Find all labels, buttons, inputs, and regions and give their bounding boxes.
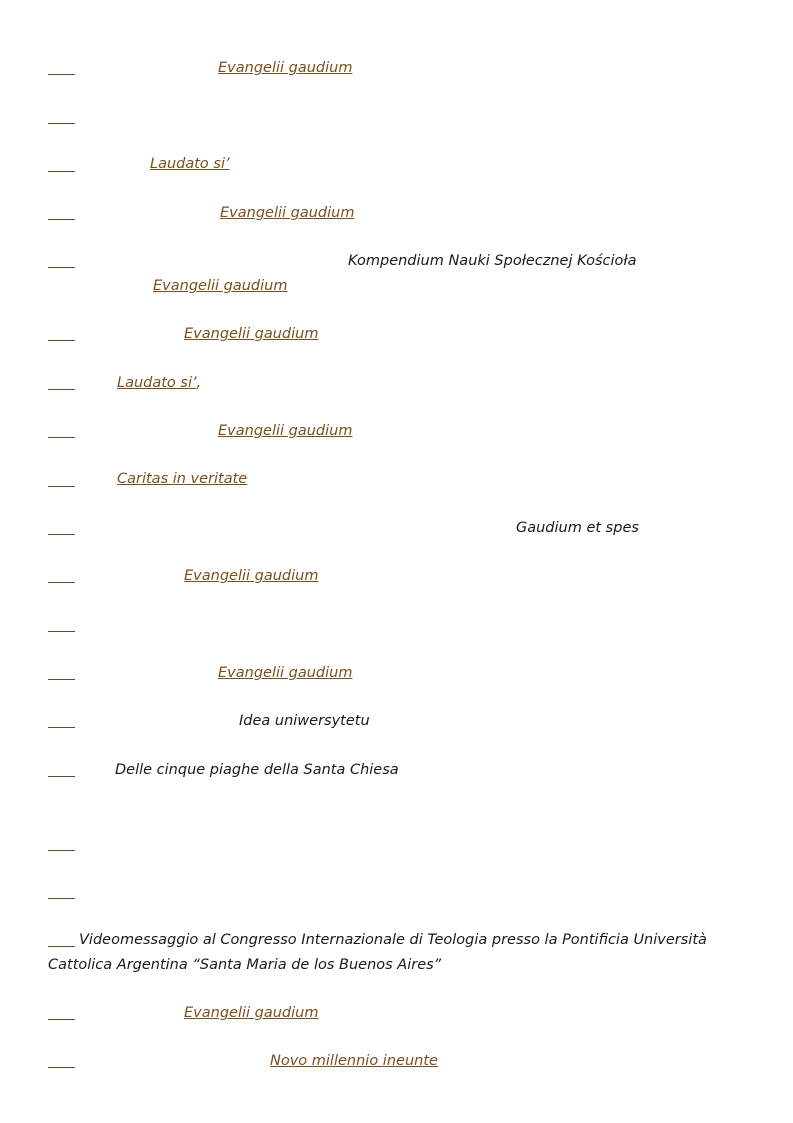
footnote-comma: , — [196, 375, 202, 391]
footnote-link[interactable]: Evangelii gaudium — [218, 60, 353, 76]
footnote-marker — [48, 1067, 75, 1068]
footnote-marker — [48, 74, 75, 75]
footnote-link[interactable]: Novo millennio ineunte — [270, 1053, 438, 1069]
footnote-marker — [48, 267, 75, 268]
footnote-text: Videomessaggio al Congresso Internazionale di Teologia presso la Pontificia Università Cattolica Argentina “Santa Maria de los Buenos Aires” — [48, 932, 707, 973]
footnote-marker — [48, 437, 75, 438]
footnote-reference — [117, 373, 201, 393]
footnote-link[interactable]: Evangelii gaudium — [184, 1005, 319, 1021]
footnote-link[interactable]: Evangelii gaudium — [220, 205, 355, 221]
footnote-reference: Delle cinque piaghe della Santa Chiesa — [115, 762, 399, 778]
footnote-marker — [48, 123, 75, 124]
footnote-marker — [48, 534, 75, 535]
footnote-link[interactable]: Laudato si’ — [150, 156, 230, 172]
footnote-marker — [48, 582, 75, 583]
footnote-marker — [48, 171, 75, 172]
footnote-reference — [48, 928, 738, 978]
footnote-link[interactable]: Laudato si’ — [117, 375, 197, 391]
footnote-link[interactable]: Evangelii gaudium — [184, 568, 319, 584]
footnote-marker — [48, 679, 75, 680]
footnote-reference: Kompendium Nauki Społecznej Kościoła — [348, 253, 637, 269]
footnote-marker — [48, 776, 75, 777]
footnote-marker — [48, 631, 75, 632]
footnote-marker — [48, 219, 75, 220]
footnote-link[interactable]: Evangelii gaudium — [153, 278, 288, 294]
footnote-reference: Idea uniwersytetu — [239, 713, 370, 729]
footnote-marker — [48, 340, 75, 341]
footnote-link[interactable]: Caritas in veritate — [117, 471, 248, 487]
footnote-marker — [48, 389, 75, 390]
footnote-marker — [48, 850, 75, 851]
footnote-link[interactable]: Evangelii gaudium — [184, 326, 319, 342]
footnote-reference: Gaudium et spes — [516, 520, 639, 536]
footnote-marker — [48, 486, 75, 487]
footnote-marker — [48, 1019, 75, 1020]
footnote-marker — [48, 898, 75, 899]
footnote-marker — [48, 727, 75, 728]
footnote-link[interactable]: Evangelii gaudium — [218, 423, 353, 439]
footnote-link[interactable]: Evangelii gaudium — [218, 665, 353, 681]
